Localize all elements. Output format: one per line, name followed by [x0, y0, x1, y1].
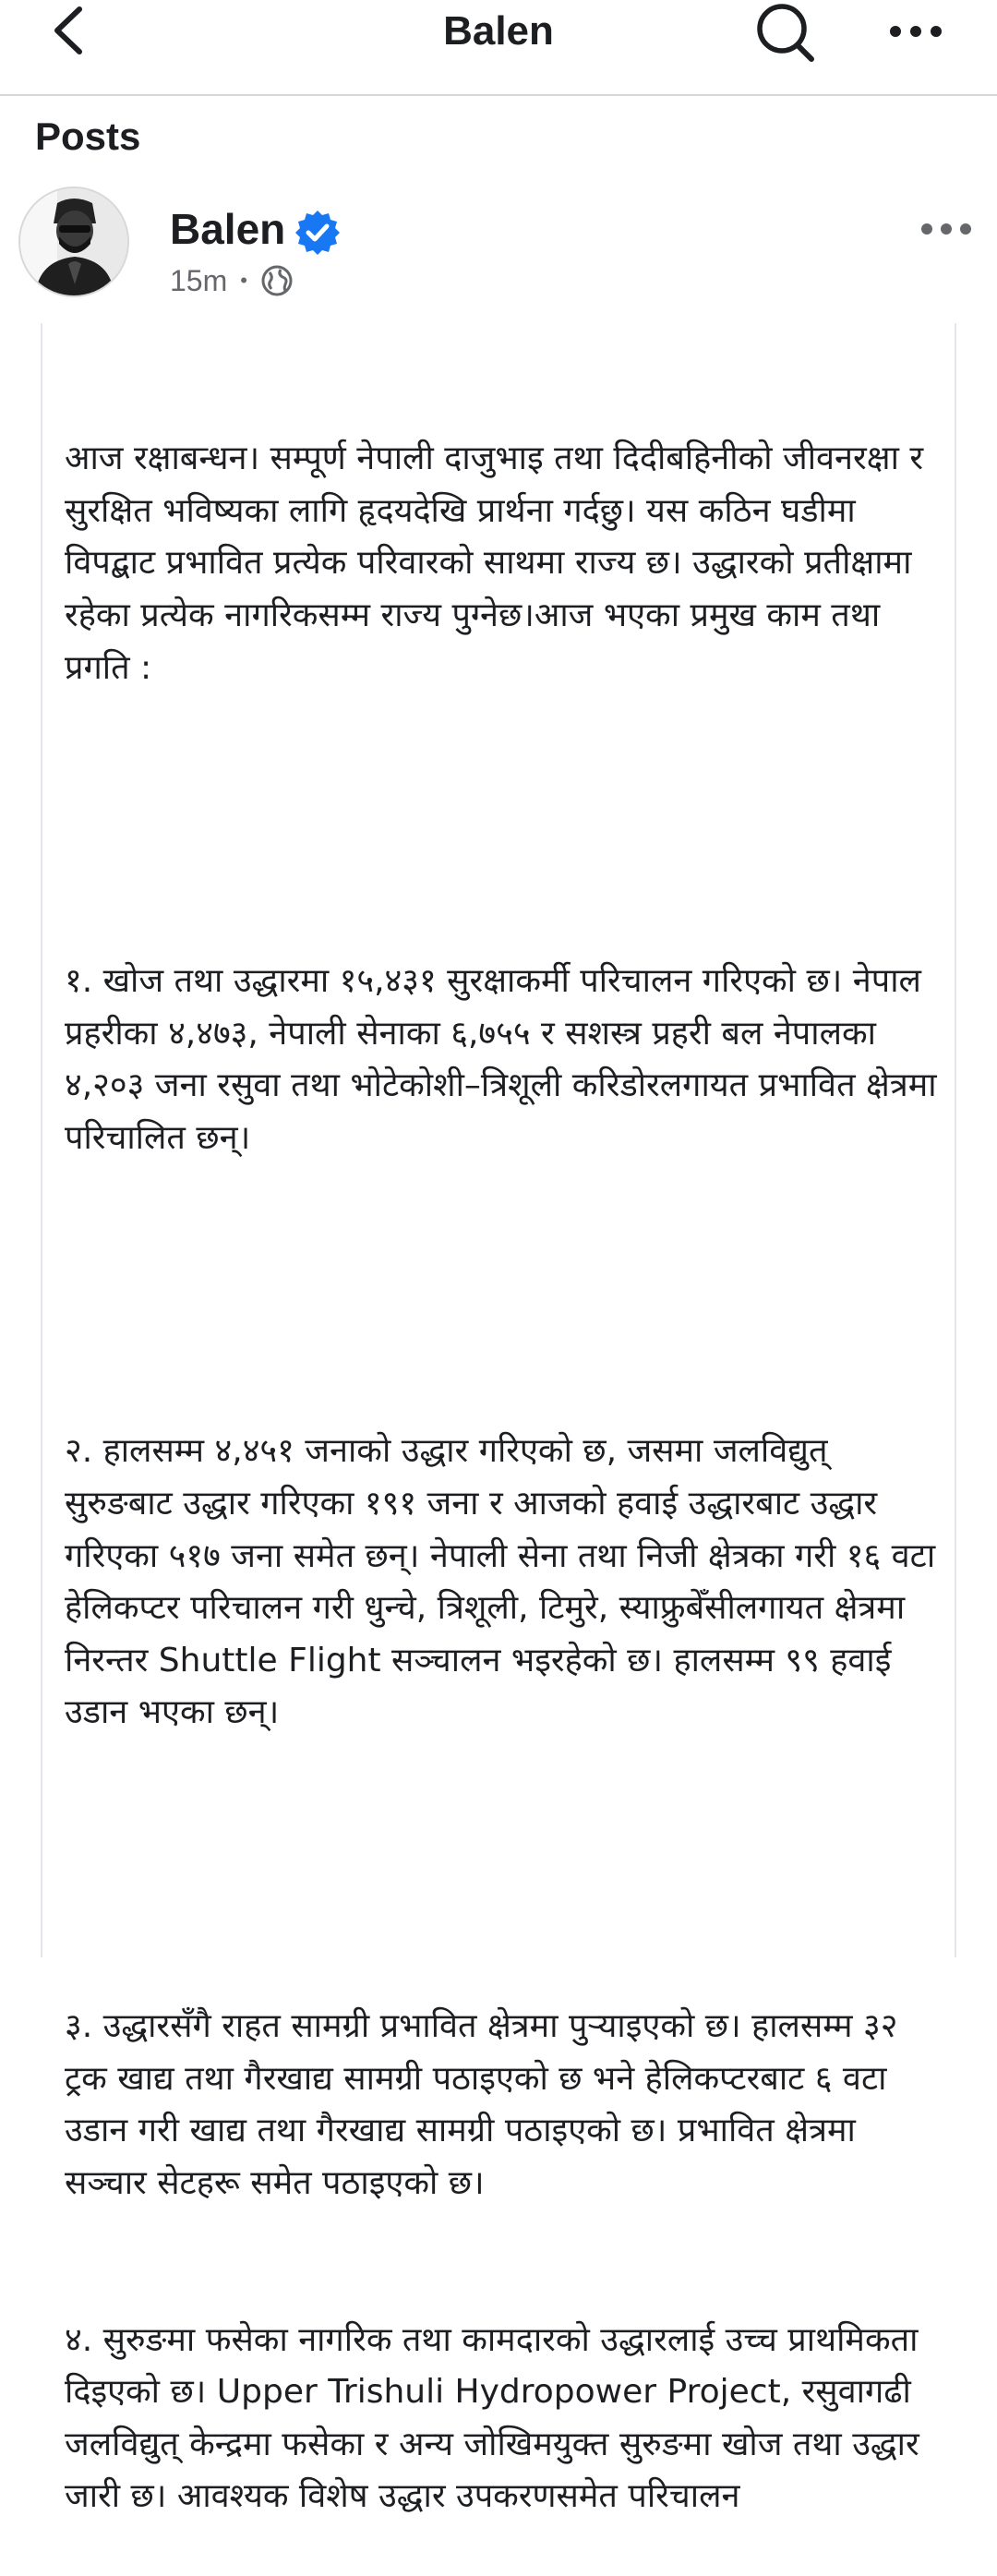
- meta-separator: •: [240, 269, 247, 292]
- more-horizontal-icon: [920, 223, 972, 235]
- globe-icon: [260, 264, 294, 297]
- page-title: Balen: [443, 8, 554, 54]
- more-horizontal-icon: [888, 24, 943, 39]
- post-paragraph: २. हालसम्म ४,४५१ जनाको उद्धार गरिएको छ, जसमा जलविद्युत् सुरुङबाट उद्धार गरिएका १९१ जना र आजको हवाई उद्धारबाट उद्धार गरिएका ५१७ जना समेत छन्। नेपाली सेना तथा निजी क्षेत्रका गरी १६ वटा हेलिकप्टर परिचालन गरी धुन्चे, त्रिशूली, टिमुरे, स्याफ्रुबेँसीलगायत क्षेत्रमा निरन्तर Shuttle Flight सञ्चालन भइरहेको छ। हालसम्म ९९ हवाई उडान भएका छन्।: [65, 1432, 946, 1732]
- post-body: [65, 329, 948, 2576]
- post-meta: [170, 260, 294, 301]
- post-paragraph: ४. सुरुङमा फसेका नागरिक तथा कामदारको उद्धारलाई उच्च प्राथमिकता दिइएको छ। Upper Trishuli Hydropower Project, रसुवागढी जलविद्युत् केन्द्रमा फसेका र अन्य जोखिमयुक्त सुरुङमा खोज तथा उद्धार जारी छ। आवश्यक विशेष उद्धार उपकरणसमेत परिचालन: [65, 2320, 931, 2516]
- paragraph-spacer: [65, 799, 942, 851]
- paragraph-spacer: [65, 1270, 942, 1322]
- post-paragraph: ३. उद्धारसँगै राहत सामग्री प्रभावित क्षेत्रमा पुर्‍याइएको छ। हालसम्म ३२ ट्रक खाद्य तथा गैरखाद्य सामग्री पठाइएको छ भने हेलिकप्टरबाट ६ वटा उडान गरी खाद्य तथा गैरखाद्य सामग्री पठाइएको छ। प्रभावित क्षेत्रमा सञ्चार सेटहरू समेत पठाइएको छ।: [65, 2007, 908, 2202]
- post-paragraph: आज रक्षाबन्धन। सम्पूर्ण नेपाली दाजुभाइ तथा दिदीबहिनीको जीवनरक्षा र सुरक्षित भविष्यका लागि हृदयदेखि प्रार्थना गर्दछु। यस कठिन घडीमा विपद्बाट प्रभावित प्रत्येक परिवारको साथमा राज्य छ। उद्धारको प्रतीक्षामा रहेका प्रत्येक नागरिकसम्म राज्य पुग्नेछ।आज भएका प्रमुख काम तथा प्रगति :: [65, 439, 934, 687]
- paragraph-spacer: [65, 1844, 942, 1896]
- more-options-button[interactable]: [879, 4, 953, 59]
- author-name[interactable]: Balen: [170, 205, 286, 253]
- profile-photo-icon: [20, 188, 127, 295]
- post-paragraph: १. खोज तथा उद्धारमा १५,४३१ सुरक्षाकर्मी परिचालन गरिएको छ। नेपाल प्रहरीका ४,४७३, नेपाली सेनाका ६,७५५ र सशस्त्र प्रहरी बल नेपालका ४,२०३ जना रसुवा तथा भोटेकोशी–त्रिशूली करिडोरलगायत प्रभावित क्षेत्रमा परिचालित छन्।: [65, 962, 948, 1157]
- avatar[interactable]: [18, 187, 129, 297]
- verified-badge-icon: [294, 209, 342, 257]
- search-button[interactable]: [748, 0, 822, 65]
- search-icon: [754, 2, 815, 63]
- post-time[interactable]: 15m: [170, 264, 228, 297]
- top-navigation-bar: [0, 0, 997, 96]
- section-title: Posts: [35, 114, 141, 158]
- post-options-button[interactable]: [914, 209, 979, 249]
